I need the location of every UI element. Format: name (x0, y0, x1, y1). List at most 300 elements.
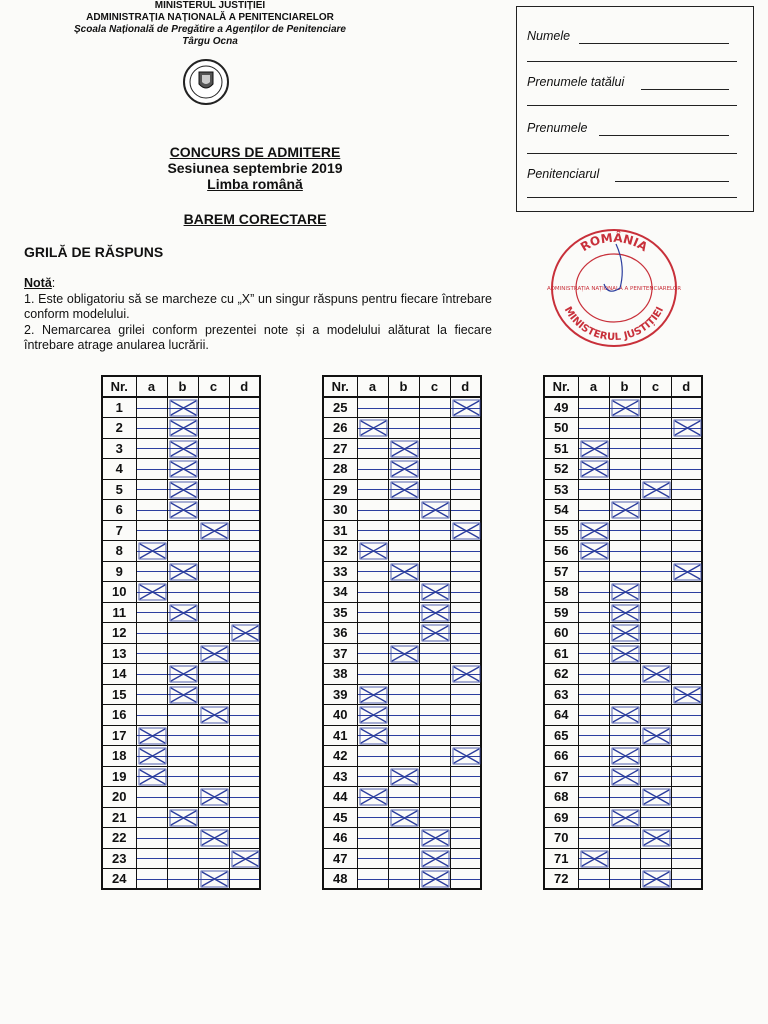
answer-cell-c[interactable] (419, 541, 450, 562)
answer-cell-d[interactable] (671, 705, 702, 726)
answer-cell-c[interactable] (419, 807, 450, 828)
answer-cell-c[interactable] (198, 869, 229, 890)
answer-cell-a[interactable] (136, 725, 167, 746)
answer-cell-c[interactable] (419, 561, 450, 582)
answer-cell-a[interactable] (136, 623, 167, 644)
answer-cell-d[interactable] (229, 643, 260, 664)
answer-cell-d[interactable] (671, 418, 702, 439)
answer-cell-c[interactable] (198, 500, 229, 521)
answer-cell-c[interactable] (198, 541, 229, 562)
answer-cell-c[interactable] (198, 418, 229, 439)
answer-cell-c[interactable] (419, 479, 450, 500)
answer-cell-a[interactable] (136, 787, 167, 808)
answer-cell-d[interactable] (671, 828, 702, 849)
answer-cell-b[interactable] (167, 541, 198, 562)
answer-cell-c[interactable] (198, 807, 229, 828)
answer-cell-b[interactable] (167, 664, 198, 685)
answer-cell-a[interactable] (136, 807, 167, 828)
answer-cell-c[interactable] (640, 684, 671, 705)
answer-cell-a[interactable] (578, 541, 609, 562)
answer-cell-b[interactable] (609, 848, 640, 869)
answer-cell-b[interactable] (388, 664, 419, 685)
answer-cell-d[interactable] (671, 520, 702, 541)
answer-cell-a[interactable] (578, 807, 609, 828)
answer-cell-d[interactable] (450, 520, 481, 541)
answer-cell-c[interactable] (198, 582, 229, 603)
penitenciarul-line-2[interactable] (527, 197, 737, 198)
answer-cell-a[interactable] (357, 561, 388, 582)
answer-cell-a[interactable] (136, 869, 167, 890)
answer-cell-b[interactable] (609, 500, 640, 521)
answer-cell-a[interactable] (136, 520, 167, 541)
answer-cell-d[interactable] (450, 746, 481, 767)
prenumele-tatalui-line-2[interactable] (527, 105, 737, 106)
answer-cell-a[interactable] (357, 787, 388, 808)
answer-cell-a[interactable] (357, 684, 388, 705)
penitenciarul-line[interactable] (615, 181, 729, 182)
answer-cell-d[interactable] (229, 848, 260, 869)
answer-cell-a[interactable] (357, 623, 388, 644)
answer-cell-b[interactable] (609, 684, 640, 705)
answer-cell-a[interactable] (578, 684, 609, 705)
answer-cell-c[interactable] (419, 725, 450, 746)
answer-cell-c[interactable] (198, 520, 229, 541)
answer-cell-b[interactable] (609, 766, 640, 787)
answer-cell-a[interactable] (136, 459, 167, 480)
answer-cell-d[interactable] (229, 684, 260, 705)
answer-cell-d[interactable] (229, 397, 260, 418)
answer-cell-b[interactable] (609, 561, 640, 582)
answer-cell-c[interactable] (640, 869, 671, 890)
answer-cell-d[interactable] (671, 643, 702, 664)
answer-cell-a[interactable] (357, 479, 388, 500)
answer-cell-a[interactable] (578, 418, 609, 439)
answer-cell-d[interactable] (450, 705, 481, 726)
answer-cell-c[interactable] (198, 725, 229, 746)
answer-cell-b[interactable] (388, 561, 419, 582)
answer-cell-d[interactable] (450, 643, 481, 664)
answer-cell-d[interactable] (671, 684, 702, 705)
answer-cell-c[interactable] (419, 664, 450, 685)
answer-cell-b[interactable] (609, 459, 640, 480)
answer-cell-a[interactable] (578, 643, 609, 664)
answer-cell-d[interactable] (671, 766, 702, 787)
answer-cell-c[interactable] (640, 746, 671, 767)
answer-cell-d[interactable] (671, 602, 702, 623)
answer-cell-d[interactable] (229, 459, 260, 480)
table-row (544, 438, 702, 459)
answer-cell-c[interactable] (640, 602, 671, 623)
answer-cell-d[interactable] (450, 418, 481, 439)
answer-cell-c[interactable] (640, 828, 671, 849)
answer-cell-d[interactable] (450, 623, 481, 644)
answer-cell-d[interactable] (450, 848, 481, 869)
answer-cell-c[interactable] (640, 725, 671, 746)
numele-line-2[interactable] (527, 61, 737, 62)
answer-cell-b[interactable] (388, 500, 419, 521)
answer-cell-a[interactable] (578, 766, 609, 787)
answer-cell-d[interactable] (229, 418, 260, 439)
answer-cell-a[interactable] (578, 848, 609, 869)
answer-cell-a[interactable] (578, 438, 609, 459)
answer-cell-c[interactable] (419, 787, 450, 808)
answer-cell-a[interactable] (136, 500, 167, 521)
answer-cell-c[interactable] (419, 623, 450, 644)
answer-cell-b[interactable] (388, 418, 419, 439)
answer-cell-b[interactable] (609, 602, 640, 623)
answer-cell-a[interactable] (357, 664, 388, 685)
answer-cell-a[interactable] (578, 561, 609, 582)
table-row (544, 397, 702, 418)
answer-cell-c[interactable] (419, 828, 450, 849)
answer-cell-b[interactable] (609, 541, 640, 562)
answer-cell-d[interactable] (671, 438, 702, 459)
answer-cell-a[interactable] (578, 746, 609, 767)
answer-cell-a[interactable] (357, 807, 388, 828)
answer-cell-d[interactable] (450, 602, 481, 623)
answer-cell-b[interactable] (388, 787, 419, 808)
answer-cell-d[interactable] (671, 746, 702, 767)
answer-cell-c[interactable] (419, 746, 450, 767)
answer-cell-c[interactable] (640, 500, 671, 521)
answer-cell-a[interactable] (578, 787, 609, 808)
answer-cell-c[interactable] (419, 684, 450, 705)
answer-cell-a[interactable] (578, 582, 609, 603)
answer-cell-c[interactable] (419, 869, 450, 890)
answer-cell-a[interactable] (578, 602, 609, 623)
answer-cell-b[interactable] (388, 459, 419, 480)
answer-cell-c[interactable] (640, 664, 671, 685)
answer-cell-b[interactable] (609, 582, 640, 603)
answer-cell-d[interactable] (229, 541, 260, 562)
answer-cell-d[interactable] (450, 582, 481, 603)
answer-cell-a[interactable] (578, 725, 609, 746)
prenumele-line[interactable] (599, 135, 729, 136)
answer-cell-b[interactable] (609, 623, 640, 644)
answer-cell-c[interactable] (198, 602, 229, 623)
answer-cell-b[interactable] (167, 479, 198, 500)
answer-cell-b[interactable] (167, 643, 198, 664)
answer-cell-c[interactable] (419, 766, 450, 787)
answer-cell-d[interactable] (229, 438, 260, 459)
answer-cell-d[interactable] (229, 582, 260, 603)
answer-cell-a[interactable] (357, 602, 388, 623)
answer-cell-c[interactable] (198, 479, 229, 500)
answer-cell-a[interactable] (136, 746, 167, 767)
answer-cell-b[interactable] (388, 848, 419, 869)
answer-cell-b[interactable] (388, 869, 419, 890)
answer-cell-d[interactable] (450, 766, 481, 787)
answer-cell-c[interactable] (198, 828, 229, 849)
answer-cell-d[interactable] (671, 582, 702, 603)
answer-cell-a[interactable] (357, 582, 388, 603)
answer-cell-a[interactable] (136, 397, 167, 418)
answer-cell-b[interactable] (388, 541, 419, 562)
answer-cell-d[interactable] (450, 828, 481, 849)
answer-cell-d[interactable] (671, 869, 702, 890)
answer-cell-a[interactable] (357, 643, 388, 664)
answer-cell-a[interactable] (578, 828, 609, 849)
answer-cell-c[interactable] (640, 787, 671, 808)
answer-cell-a[interactable] (578, 869, 609, 890)
answer-cell-c[interactable] (198, 459, 229, 480)
answer-cell-d[interactable] (229, 746, 260, 767)
answer-cell-d[interactable] (450, 664, 481, 685)
prenumele-tatalui-line[interactable] (641, 89, 729, 90)
answer-cell-b[interactable] (609, 828, 640, 849)
answer-cell-b[interactable] (388, 582, 419, 603)
answer-cell-b[interactable] (609, 397, 640, 418)
answer-cell-d[interactable] (229, 869, 260, 890)
answer-cell-d[interactable] (671, 725, 702, 746)
answer-cell-d[interactable] (229, 623, 260, 644)
answer-cell-d[interactable] (450, 561, 481, 582)
answer-cell-a[interactable] (357, 438, 388, 459)
answer-cell-a[interactable] (136, 643, 167, 664)
answer-cell-b[interactable] (167, 520, 198, 541)
answer-cell-d[interactable] (450, 541, 481, 562)
answer-cell-a[interactable] (357, 869, 388, 890)
answer-cell-c[interactable] (640, 766, 671, 787)
answer-cell-b[interactable] (167, 705, 198, 726)
answer-cell-d[interactable] (229, 807, 260, 828)
answer-cell-d[interactable] (671, 500, 702, 521)
answer-cell-d[interactable] (450, 438, 481, 459)
answer-cell-c[interactable] (198, 705, 229, 726)
prenumele-line-2[interactable] (527, 153, 737, 154)
answer-cell-b[interactable] (388, 828, 419, 849)
answer-cell-d[interactable] (671, 623, 702, 644)
answer-cell-c[interactable] (419, 459, 450, 480)
answer-cell-c[interactable] (419, 705, 450, 726)
answer-cell-b[interactable] (609, 807, 640, 828)
answer-cell-b[interactable] (609, 418, 640, 439)
answer-cell-c[interactable] (640, 623, 671, 644)
answer-cell-b[interactable] (388, 397, 419, 418)
answer-cell-c[interactable] (419, 438, 450, 459)
answer-cell-b[interactable] (167, 459, 198, 480)
answer-cell-d[interactable] (450, 807, 481, 828)
answer-cell-c[interactable] (419, 418, 450, 439)
answer-cell-c[interactable] (640, 541, 671, 562)
answer-cell-d[interactable] (671, 541, 702, 562)
answer-cell-b[interactable] (167, 828, 198, 849)
answer-cell-b[interactable] (167, 869, 198, 890)
answer-cell-a[interactable] (578, 459, 609, 480)
answer-cell-d[interactable] (450, 397, 481, 418)
answer-cell-d[interactable] (229, 725, 260, 746)
answer-cell-b[interactable] (388, 479, 419, 500)
answer-cell-d[interactable] (229, 705, 260, 726)
answer-cell-a[interactable] (578, 623, 609, 644)
answer-cell-c[interactable] (198, 643, 229, 664)
answer-cell-c[interactable] (640, 561, 671, 582)
answer-cell-a[interactable] (357, 541, 388, 562)
answer-cell-a[interactable] (357, 500, 388, 521)
answer-cell-b[interactable] (609, 664, 640, 685)
answer-cell-a[interactable] (136, 541, 167, 562)
answer-cell-c[interactable] (198, 787, 229, 808)
answer-cell-b[interactable] (388, 766, 419, 787)
answer-cell-d[interactable] (671, 664, 702, 685)
answer-cell-a[interactable] (136, 438, 167, 459)
answer-cell-c[interactable] (419, 602, 450, 623)
answer-cell-c[interactable] (640, 397, 671, 418)
answer-cell-b[interactable] (609, 869, 640, 890)
answer-cell-a[interactable] (136, 828, 167, 849)
answer-cell-a[interactable] (357, 397, 388, 418)
answer-cell-d[interactable] (671, 807, 702, 828)
answer-cell-c[interactable] (198, 766, 229, 787)
answer-cell-a[interactable] (357, 705, 388, 726)
answer-cell-c[interactable] (198, 397, 229, 418)
answer-cell-d[interactable] (229, 500, 260, 521)
answer-cell-d[interactable] (671, 397, 702, 418)
answer-cell-b[interactable] (388, 438, 419, 459)
answer-cell-d[interactable] (229, 520, 260, 541)
answer-cell-b[interactable] (388, 602, 419, 623)
answer-cell-b[interactable] (167, 725, 198, 746)
answer-cell-d[interactable] (671, 787, 702, 808)
answer-cell-a[interactable] (357, 418, 388, 439)
answer-cell-b[interactable] (167, 582, 198, 603)
answer-cell-c[interactable] (419, 848, 450, 869)
answer-cell-b[interactable] (609, 520, 640, 541)
numele-line[interactable] (579, 43, 729, 44)
answer-cell-c[interactable] (640, 807, 671, 828)
answer-cell-b[interactable] (388, 623, 419, 644)
x-mark-icon (200, 870, 229, 888)
answer-cell-b[interactable] (167, 397, 198, 418)
answer-cell-a[interactable] (357, 725, 388, 746)
answer-cell-a[interactable] (136, 766, 167, 787)
answer-cell-c[interactable] (640, 582, 671, 603)
answer-cell-a[interactable] (136, 602, 167, 623)
answer-cell-d[interactable] (671, 479, 702, 500)
answer-cell-c[interactable] (419, 397, 450, 418)
x-mark-icon (421, 583, 450, 601)
answer-cell-a[interactable] (136, 664, 167, 685)
answer-cell-a[interactable] (136, 848, 167, 869)
answer-cell-b[interactable] (167, 848, 198, 869)
answer-cell-c[interactable] (198, 684, 229, 705)
answer-cell-c[interactable] (640, 479, 671, 500)
answer-cell-d[interactable] (229, 602, 260, 623)
answer-cell-a[interactable] (578, 664, 609, 685)
answer-cell-c[interactable] (640, 459, 671, 480)
answer-cell-b[interactable] (609, 746, 640, 767)
answer-cell-c[interactable] (419, 520, 450, 541)
answer-cell-c[interactable] (419, 582, 450, 603)
answer-cell-c[interactable] (198, 623, 229, 644)
answer-cell-d[interactable] (671, 561, 702, 582)
answer-cell-d[interactable] (450, 684, 481, 705)
answer-cell-b[interactable] (388, 643, 419, 664)
answer-cell-a[interactable] (357, 520, 388, 541)
answer-cell-d[interactable] (450, 500, 481, 521)
answer-cell-b[interactable] (609, 705, 640, 726)
answer-cell-a[interactable] (136, 479, 167, 500)
answer-cell-c[interactable] (640, 848, 671, 869)
answer-cell-b[interactable] (167, 623, 198, 644)
answer-cell-b[interactable] (167, 746, 198, 767)
answer-cell-d[interactable] (450, 479, 481, 500)
answer-cell-d[interactable] (229, 787, 260, 808)
answer-cell-b[interactable] (167, 500, 198, 521)
answer-cell-d[interactable] (450, 787, 481, 808)
answer-cell-b[interactable] (609, 479, 640, 500)
answer-cell-d[interactable] (229, 766, 260, 787)
answer-cell-b[interactable] (167, 807, 198, 828)
answer-cell-b[interactable] (388, 705, 419, 726)
answer-cell-b[interactable] (388, 746, 419, 767)
answer-cell-d[interactable] (229, 561, 260, 582)
answer-cell-c[interactable] (198, 438, 229, 459)
answer-cell-c[interactable] (640, 705, 671, 726)
answer-cell-b[interactable] (388, 807, 419, 828)
answer-cell-b[interactable] (609, 643, 640, 664)
answer-cell-d[interactable] (671, 848, 702, 869)
answer-cell-a[interactable] (136, 561, 167, 582)
answer-cell-c[interactable] (198, 746, 229, 767)
answer-cell-c[interactable] (198, 561, 229, 582)
answer-cell-b[interactable] (388, 725, 419, 746)
answer-cell-a[interactable] (357, 766, 388, 787)
answer-cell-d[interactable] (450, 459, 481, 480)
answer-cell-c[interactable] (640, 643, 671, 664)
answer-cell-a[interactable] (578, 479, 609, 500)
answer-cell-d[interactable] (229, 828, 260, 849)
answer-cell-b[interactable] (167, 766, 198, 787)
answer-cell-a[interactable] (357, 848, 388, 869)
answer-cell-b[interactable] (388, 684, 419, 705)
answer-cell-d[interactable] (450, 869, 481, 890)
answer-cell-a[interactable] (136, 705, 167, 726)
answer-cell-a[interactable] (578, 705, 609, 726)
answer-cell-a[interactable] (136, 684, 167, 705)
answer-cell-b[interactable] (167, 684, 198, 705)
answer-cell-d[interactable] (671, 459, 702, 480)
answer-cell-c[interactable] (198, 664, 229, 685)
answer-cell-a[interactable] (136, 418, 167, 439)
answer-cell-b[interactable] (167, 602, 198, 623)
answer-cell-a[interactable] (578, 520, 609, 541)
answer-cell-b[interactable] (388, 520, 419, 541)
answer-cell-b[interactable] (167, 561, 198, 582)
answer-cell-c[interactable] (640, 418, 671, 439)
answer-cell-b[interactable] (609, 787, 640, 808)
answer-cell-c[interactable] (640, 520, 671, 541)
answer-cell-b[interactable] (167, 418, 198, 439)
answer-cell-d[interactable] (229, 664, 260, 685)
answer-cell-a[interactable] (357, 828, 388, 849)
answer-cell-a[interactable] (357, 746, 388, 767)
answer-cell-c[interactable] (198, 848, 229, 869)
answer-cell-c[interactable] (640, 438, 671, 459)
answer-cell-b[interactable] (609, 725, 640, 746)
answer-cell-d[interactable] (229, 479, 260, 500)
answer-cell-a[interactable] (578, 500, 609, 521)
answer-cell-a[interactable] (136, 582, 167, 603)
answer-cell-d[interactable] (450, 725, 481, 746)
answer-cell-a[interactable] (578, 397, 609, 418)
answer-cell-c[interactable] (419, 643, 450, 664)
answer-cell-b[interactable] (167, 438, 198, 459)
answer-cell-b[interactable] (609, 438, 640, 459)
answer-cell-b[interactable] (167, 787, 198, 808)
answer-cell-a[interactable] (357, 459, 388, 480)
answer-cell-c[interactable] (419, 500, 450, 521)
